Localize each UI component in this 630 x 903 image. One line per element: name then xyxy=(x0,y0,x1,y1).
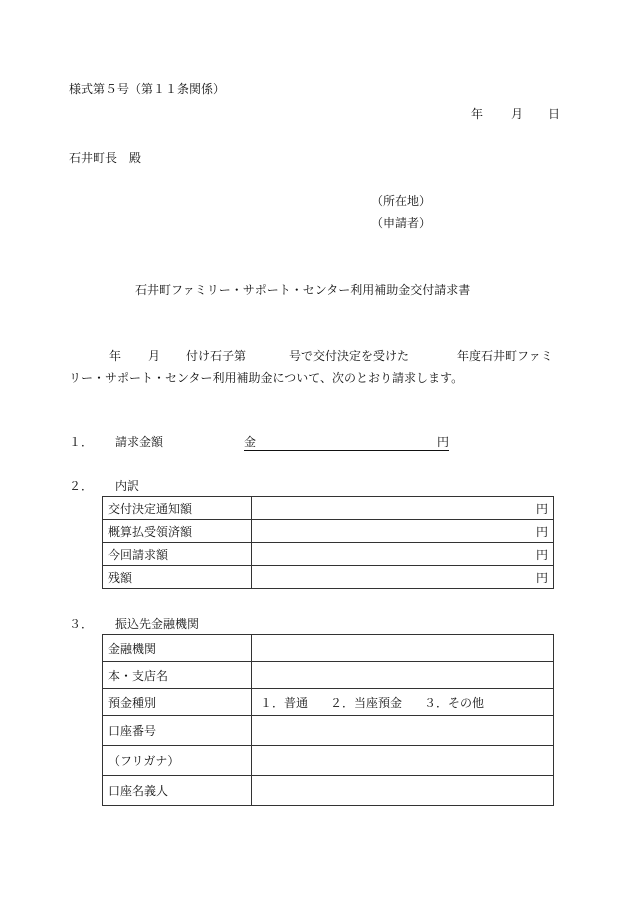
bank-value[interactable] xyxy=(252,716,554,746)
paragraph-dated: 付け石子第 xyxy=(186,349,247,363)
bank-value[interactable] xyxy=(252,776,554,806)
bank-label: 金融機関 xyxy=(103,635,252,662)
breakdown-table xyxy=(102,496,554,589)
breakdown-label: 今回請求額 xyxy=(103,543,252,566)
table-row xyxy=(103,746,554,776)
deposit-option-other[interactable]: ３．その他 xyxy=(424,695,485,710)
bank-label: 預金種別 xyxy=(103,689,252,716)
breakdown-value[interactable]: 円 xyxy=(252,566,554,589)
section3-label: 振込先金融機関 xyxy=(115,617,200,631)
bank-label: 口座番号 xyxy=(103,716,252,746)
table-row xyxy=(103,689,554,716)
table-row xyxy=(103,662,554,689)
section3-number: ３． xyxy=(69,617,94,631)
deposit-type-options[interactable] xyxy=(252,689,554,716)
breakdown-label: 残額 xyxy=(103,566,252,589)
table-row xyxy=(103,776,554,806)
bank-label: 本・支店名 xyxy=(103,662,252,689)
breakdown-value[interactable]: 円 xyxy=(252,520,554,543)
paragraph-fiscal: 年度石井町ファミ xyxy=(457,349,553,363)
table-row xyxy=(103,543,554,566)
paragraph-month: 月 xyxy=(148,349,161,363)
bank-value[interactable] xyxy=(252,635,554,662)
breakdown-value[interactable]: 円 xyxy=(252,543,554,566)
amount-field[interactable] xyxy=(244,433,449,451)
section2-label: 内訳 xyxy=(115,479,140,493)
applicant-label: （申請者） xyxy=(371,216,432,230)
table-row xyxy=(103,497,554,520)
section1-label: 請求金額 xyxy=(115,435,164,449)
paragraph-line2: リー・サポート・センター利用補助金について、次のとおり請求します。 xyxy=(69,371,464,385)
date-day: 日 xyxy=(548,107,561,121)
breakdown-label: 概算払受領済額 xyxy=(103,520,252,543)
bank-label: 口座名義人 xyxy=(103,776,252,806)
deposit-option-current[interactable]: ２．当座預金 xyxy=(330,695,403,710)
table-row xyxy=(103,520,554,543)
section2-number: ２． xyxy=(69,479,94,493)
table-row xyxy=(103,566,554,589)
amount-suffix: 円 xyxy=(436,435,449,449)
addressee: 石井町長 殿 xyxy=(69,151,142,165)
date-year: 年 xyxy=(471,107,484,121)
bank-table xyxy=(102,634,554,806)
bank-label: （フリガナ） xyxy=(103,746,252,776)
deposit-option-ordinary[interactable]: １．普通 xyxy=(260,695,309,710)
form-number: 様式第５号（第１１条関係） xyxy=(69,82,226,96)
paragraph-number: 号で交付決定を受けた xyxy=(289,349,410,363)
table-row xyxy=(103,635,554,662)
table-row xyxy=(103,716,554,746)
date-month: 月 xyxy=(511,107,524,121)
bank-value[interactable] xyxy=(252,746,554,776)
applicant-address-label: （所在地） xyxy=(371,194,432,208)
amount-prefix: 金 xyxy=(244,435,257,449)
paragraph-year: 年 xyxy=(109,349,122,363)
section1-number: １． xyxy=(69,435,94,449)
breakdown-label: 交付決定通知額 xyxy=(103,497,252,520)
document-title: 石井町ファミリー・サポート・センター利用補助金交付請求書 xyxy=(135,283,471,297)
bank-value[interactable] xyxy=(252,662,554,689)
breakdown-value[interactable]: 円 xyxy=(252,497,554,520)
